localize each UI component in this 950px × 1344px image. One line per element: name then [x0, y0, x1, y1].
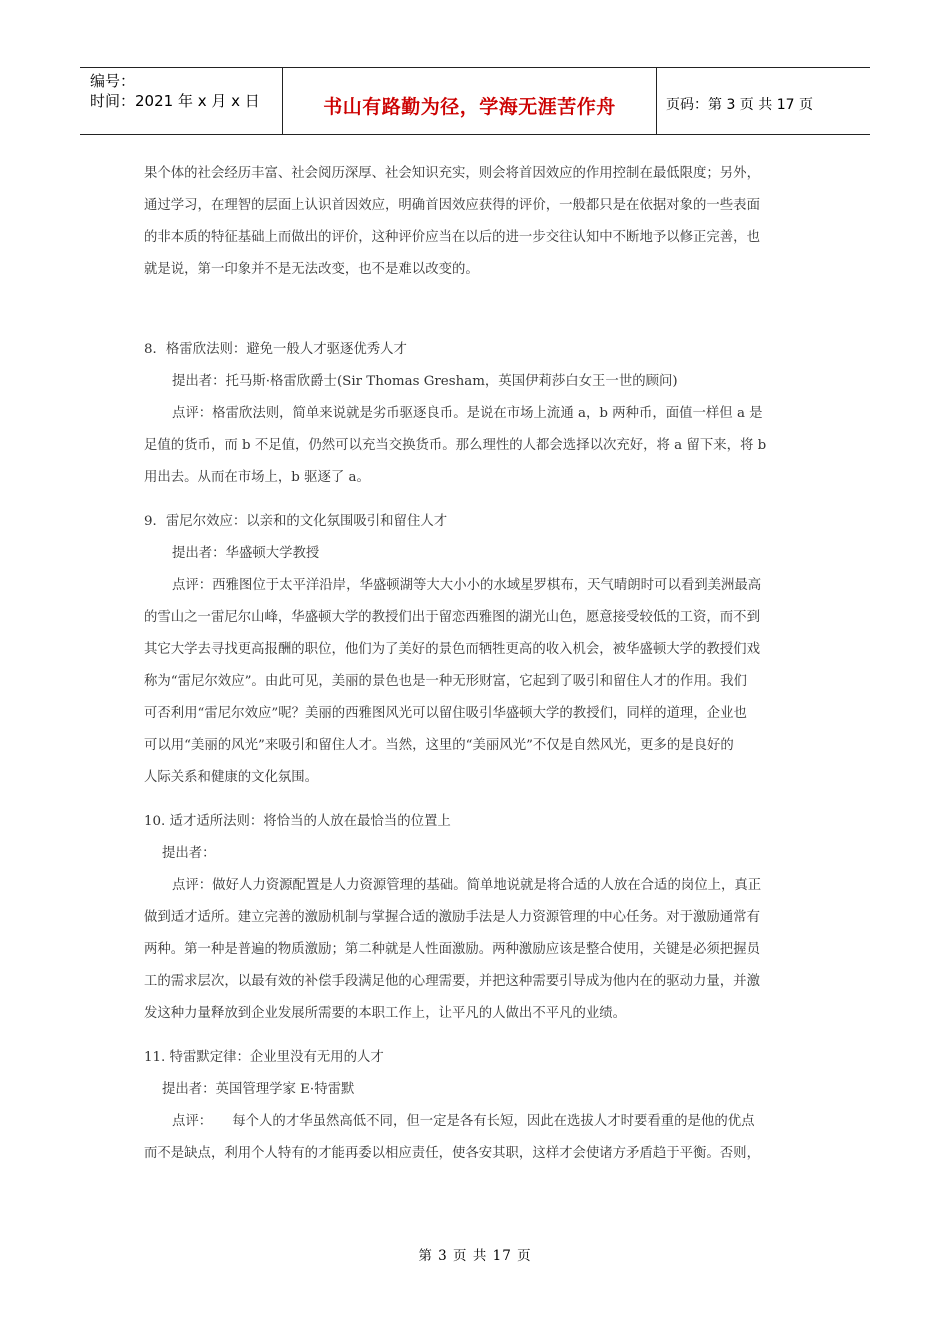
header-page-number: 页码：第 3 页 共 17 页 [666, 97, 813, 113]
comment-line: 两种。第一种是普遍的物质激励；第二种就是人性面激励。两种激励应该是整合使用，关键是必须把握员 [144, 942, 760, 957]
comment-line: 称为“雷尼尔效应”。由此可见，美丽的景色也是一种无形财富，它起到了吸引和留住人才的作用。我们 [144, 674, 747, 689]
section-title: 11. 特雷默定律：企业里没有无用的人才 [144, 1050, 384, 1065]
section-title: 8．格雷欣法则：避免一般人才驱逐优秀人才 [144, 342, 407, 357]
section-proposer: 提出者： [162, 846, 216, 861]
comment-line: 人际关系和健康的文化氛围。 [144, 770, 319, 785]
page-footer: 第 3 页 共 17 页 [418, 1248, 532, 1264]
intro-line: 通过学习，在理智的层面上认识首因效应，明确首因效应获得的评价，一般都只是在依据对象的一些表面 [144, 198, 760, 213]
comment-line: 做到适才适所。建立完善的激励机制与掌握合适的激励手法是人力资源管理的中心任务。对于激励通常有 [144, 910, 760, 925]
comment-line: 用出去。从而在市场上，b 驱逐了 a。 [144, 470, 370, 485]
section-title: 9．雷尼尔效应：以亲和的文化氛围吸引和留住人才 [144, 514, 448, 529]
comment-line: 其它大学去寻找更高报酬的职位，他们为了美好的景色而牺牲更高的收入机会，被华盛顿大学的教授们戏 [144, 642, 760, 657]
intro-line: 就是说，第一印象并不是无法改变，也不是难以改变的。 [144, 262, 479, 277]
comment-line: 足值的货币，而 b 不足值，仍然可以充当交换货币。那么理性的人都会选择以次充好，将 a 留下来，将 b [144, 438, 767, 453]
document-body [144, 158, 808, 1170]
section-proposer: 提出者：华盛顿大学教授 [172, 546, 320, 561]
comment-line: 点评： 每个人的才华虽然高低不同，但一定是各有长短，因此在选拔人才时要看重的是他的优点 [172, 1114, 755, 1129]
comment-line: 发这种力量释放到企业发展所需要的本职工作上，让平凡的人做出不平凡的业绩。 [144, 1006, 627, 1021]
section-title: 10. 适才适所法则：将恰当的人放在最恰当的位置上 [144, 814, 451, 829]
comment-line: 点评：做好人力资源配置是人力资源管理的基础。简单地说就是将合适的人放在合适的岗位上，真正 [172, 878, 762, 893]
comment-line: 可以用“美丽的风光”来吸引和留住人才。当然，这里的“美丽风光”不仅是自然风光，更多的是良好的 [144, 738, 734, 753]
comment-line: 点评：西雅图位于太平洋沿岸，华盛顿湖等大大小小的水域星罗棋布，天气晴朗时可以看到美洲最高 [172, 578, 762, 593]
header-motto: 书山有路勤为径，学海无涯苦作舟 [323, 96, 616, 118]
comment-line: 而不是缺点，利用个人特有的才能再委以相应责任，使各安其职，这样才会使诸方矛盾趋于平衡。否则， [144, 1146, 760, 1161]
document-number-label: 编号： [90, 72, 136, 90]
page-header [80, 67, 870, 135]
comment-line: 可否利用“雷尼尔效应”呢？美丽的西雅图风光可以留住吸引华盛顿大学的教授们，同样的道理，企业也 [144, 706, 747, 721]
intro-line: 果个体的社会经历丰富、社会阅历深厚、社会知识充实，则会将首因效应的作用控制在最低限度；另外， [144, 166, 760, 181]
comment-line: 的雪山之一雷尼尔山峰，华盛顿大学的教授们出于留恋西雅图的湖光山色，愿意接受较低的工资，而不到 [144, 610, 760, 625]
header-meta [90, 71, 278, 111]
intro-line: 的非本质的特征基础上而做出的评价，这种评价应当在以后的进一步交往认知中不断地予以修正完善，也 [144, 230, 760, 245]
comment-line: 点评：格雷欣法则，简单来说就是劣币驱逐良币。是说在市场上流通 a，b 两种币，面值一样但 a 是 [172, 406, 763, 421]
header-divider [656, 68, 657, 134]
document-time-label: 时间：2021 年 x 月 x 日 [90, 92, 260, 110]
section-proposer: 提出者：托马斯·格雷欣爵士(Sir Thomas Gresham，英国伊莉莎白女王一世的顾问) [172, 374, 678, 389]
section-proposer: 提出者：英国管理学家 E·特雷默 [162, 1082, 355, 1097]
comment-line: 工的需求层次，以最有效的补偿手段满足他的心理需要，并把这种需要引导成为他内在的驱动力量，并激 [144, 974, 760, 989]
